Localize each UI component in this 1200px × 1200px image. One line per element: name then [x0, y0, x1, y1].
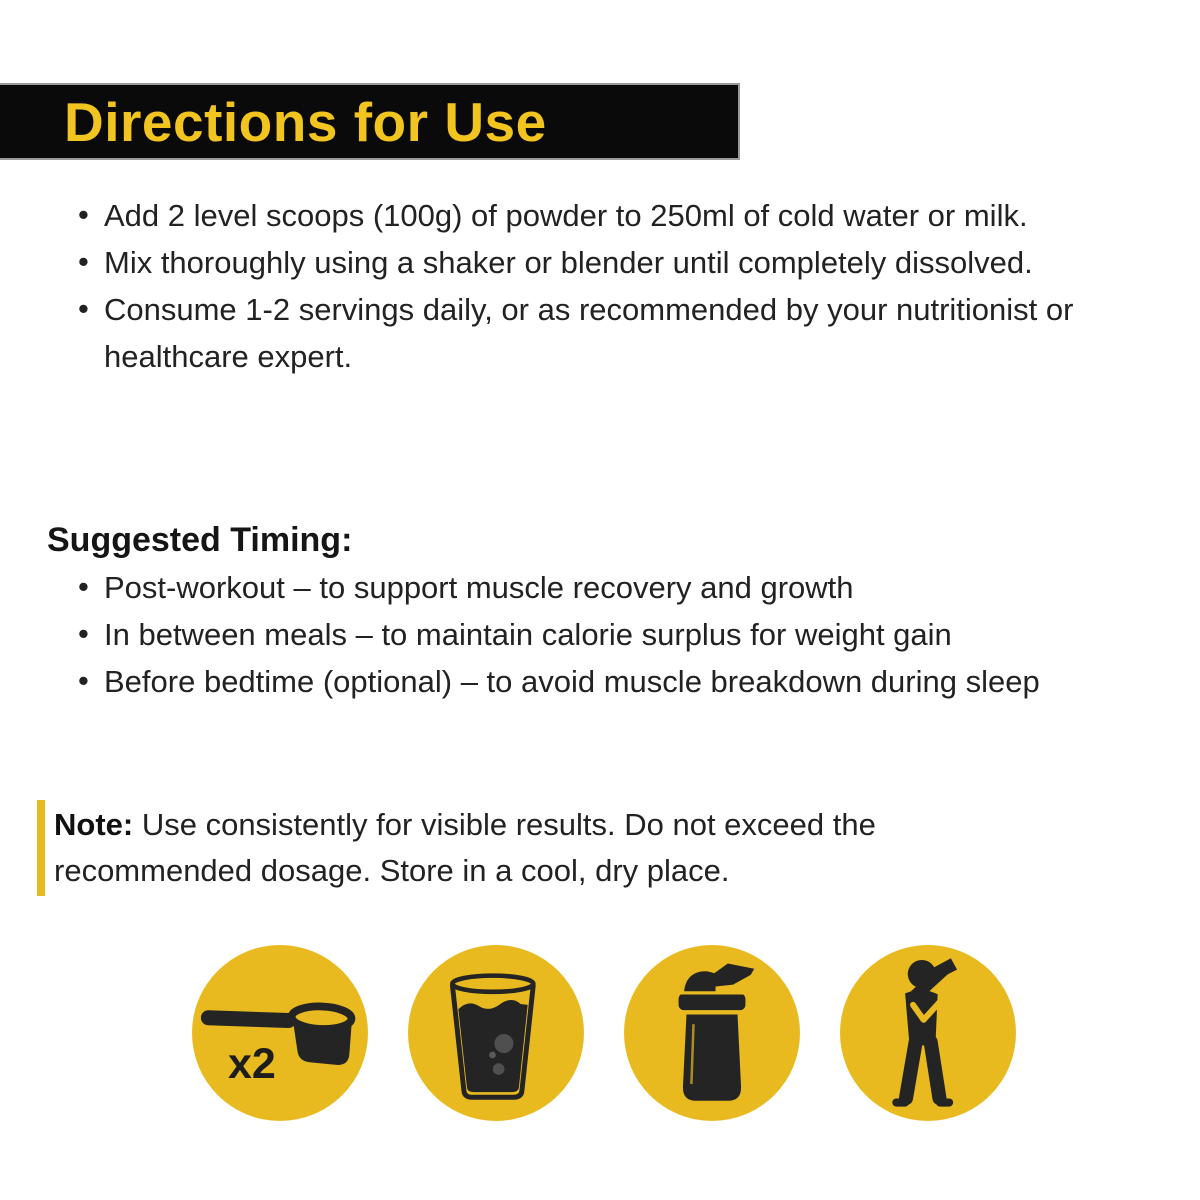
note-callout	[37, 800, 1016, 896]
timing-heading: Suggested Timing:	[47, 521, 353, 559]
header-bar	[0, 83, 740, 160]
glass-icon	[408, 945, 584, 1121]
person-drinking-icon-graphic	[840, 945, 1016, 1121]
list-item: • Post-workout – to support muscle recovery and growth	[76, 564, 1088, 611]
scoop-count-label: x2	[228, 1040, 276, 1088]
usage-icons-row	[192, 945, 1016, 1121]
scoop-icon-graphic	[192, 945, 368, 1121]
timing-list	[76, 564, 1088, 705]
page-title: Directions for Use	[64, 90, 547, 153]
note-label: Note:	[54, 807, 134, 842]
list-item: • Before bedtime (optional) – to avoid muscle breakdown during sleep	[76, 658, 1088, 705]
shaker-icon	[624, 945, 800, 1121]
list-item: • Consume 1-2 servings daily, or as recommended by your nutritionist or healthcare expert.	[76, 286, 1088, 380]
note-text: Use consistently for visible results. Do not exceed the recommended dosage. Store in a cool, dry place.	[54, 807, 876, 888]
scoop-icon	[192, 945, 368, 1121]
glass-icon-graphic	[408, 945, 584, 1121]
list-item: • Mix thoroughly using a shaker or blender until completely dissolved.	[76, 239, 1088, 286]
list-item: • Add 2 level scoops (100g) of powder to 250ml of cold water or milk.	[76, 192, 1088, 239]
directions-list	[76, 192, 1088, 380]
list-item: • In between meals – to maintain calorie surplus for weight gain	[76, 611, 1088, 658]
person-drinking-icon	[840, 945, 1016, 1121]
shaker-icon-graphic	[624, 945, 800, 1121]
